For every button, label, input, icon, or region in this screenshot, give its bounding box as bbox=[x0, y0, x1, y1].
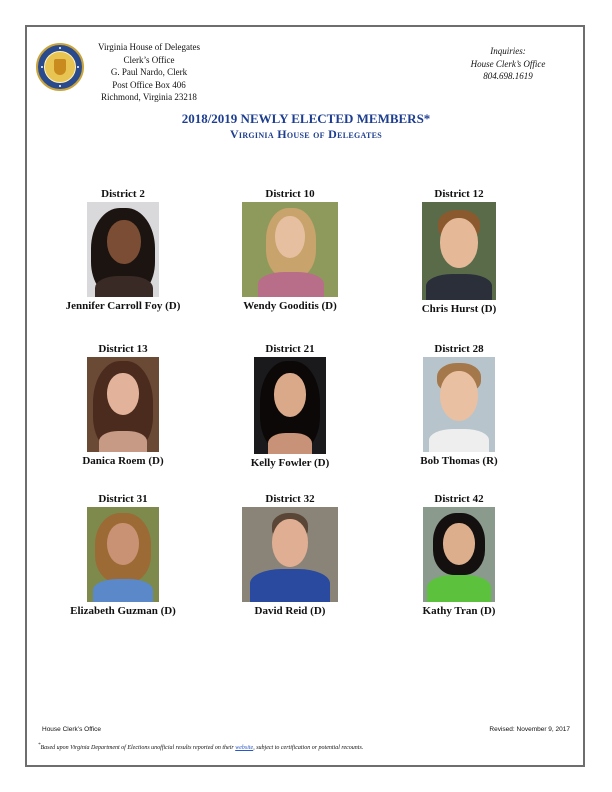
inquiries-block bbox=[456, 45, 560, 83]
member-name: Kathy Tran (D) bbox=[422, 605, 496, 617]
member-card bbox=[38, 493, 208, 618]
inquiries-line: House Clerk’s Office bbox=[470, 58, 546, 69]
member-district: District 32 bbox=[265, 493, 315, 505]
member-name: Chris Hurst (D) bbox=[421, 303, 497, 315]
member-district: District 28 bbox=[434, 343, 484, 355]
member-card bbox=[374, 493, 544, 618]
member-photo bbox=[423, 357, 495, 452]
address-line: Richmond, Virginia 23218 bbox=[101, 92, 197, 102]
member-photo bbox=[422, 202, 496, 300]
member-name: Elizabeth Guzman (D) bbox=[70, 605, 176, 617]
member-district: District 13 bbox=[98, 343, 148, 355]
footer-office: House Clerk’s Office bbox=[42, 726, 102, 733]
member-district: District 31 bbox=[98, 493, 148, 505]
member-photo bbox=[87, 202, 159, 297]
member-name: Jennifer Carroll Foy (D) bbox=[65, 300, 181, 312]
address-line: Clerk’s Office bbox=[123, 54, 175, 65]
member-card bbox=[374, 343, 544, 468]
member-district: District 21 bbox=[265, 343, 315, 355]
page-title: 2018/2019 NEWLY ELECTED MEMBERS* bbox=[181, 111, 431, 126]
address-line: Virginia House of Delegates bbox=[97, 42, 200, 52]
inquiries-line: Inquiries: bbox=[490, 46, 526, 56]
member-photo bbox=[87, 357, 159, 452]
inquiries-phone: 804.698.1619 bbox=[483, 71, 533, 81]
member-district: District 2 bbox=[101, 188, 145, 200]
footnote-mark: * bbox=[38, 743, 41, 748]
member-name: Kelly Fowler (D) bbox=[250, 457, 330, 469]
member-card bbox=[205, 493, 375, 618]
member-photo bbox=[242, 202, 338, 297]
website-link[interactable]: website bbox=[235, 745, 254, 751]
footnote-text: Based upon Virginia Department of Elections unofficial results reported on their bbox=[40, 745, 236, 751]
member-district: District 10 bbox=[265, 188, 315, 200]
member-photo bbox=[423, 507, 495, 602]
member-district: District 12 bbox=[434, 188, 484, 200]
member-card bbox=[205, 343, 375, 470]
member-name: David Reid (D) bbox=[254, 605, 326, 617]
address-line: G. Paul Nardo, Clerk bbox=[110, 67, 188, 77]
member-card bbox=[38, 188, 208, 313]
footnote-text-end: , subject to certification or potential recounts. bbox=[253, 745, 364, 751]
member-district: District 42 bbox=[434, 493, 484, 505]
member-card bbox=[374, 188, 544, 316]
member-photo bbox=[254, 357, 326, 454]
member-photo bbox=[242, 507, 338, 602]
member-name: Danica Roem (D) bbox=[82, 455, 164, 467]
member-name: Bob Thomas (R) bbox=[420, 455, 498, 467]
address-line: Post Office Box 406 bbox=[112, 79, 186, 90]
member-card bbox=[205, 188, 375, 313]
footer-revised-date: Revised: November 9, 2017 bbox=[489, 726, 570, 733]
member-photo bbox=[87, 507, 159, 602]
clerk-address-block bbox=[84, 41, 214, 104]
page-subtitle: Virginia House of Delegates bbox=[229, 127, 383, 141]
member-name: Wendy Gooditis (D) bbox=[243, 300, 337, 312]
member-card bbox=[38, 343, 208, 468]
footnote bbox=[38, 743, 363, 751]
virginia-house-seal-icon bbox=[36, 43, 84, 91]
